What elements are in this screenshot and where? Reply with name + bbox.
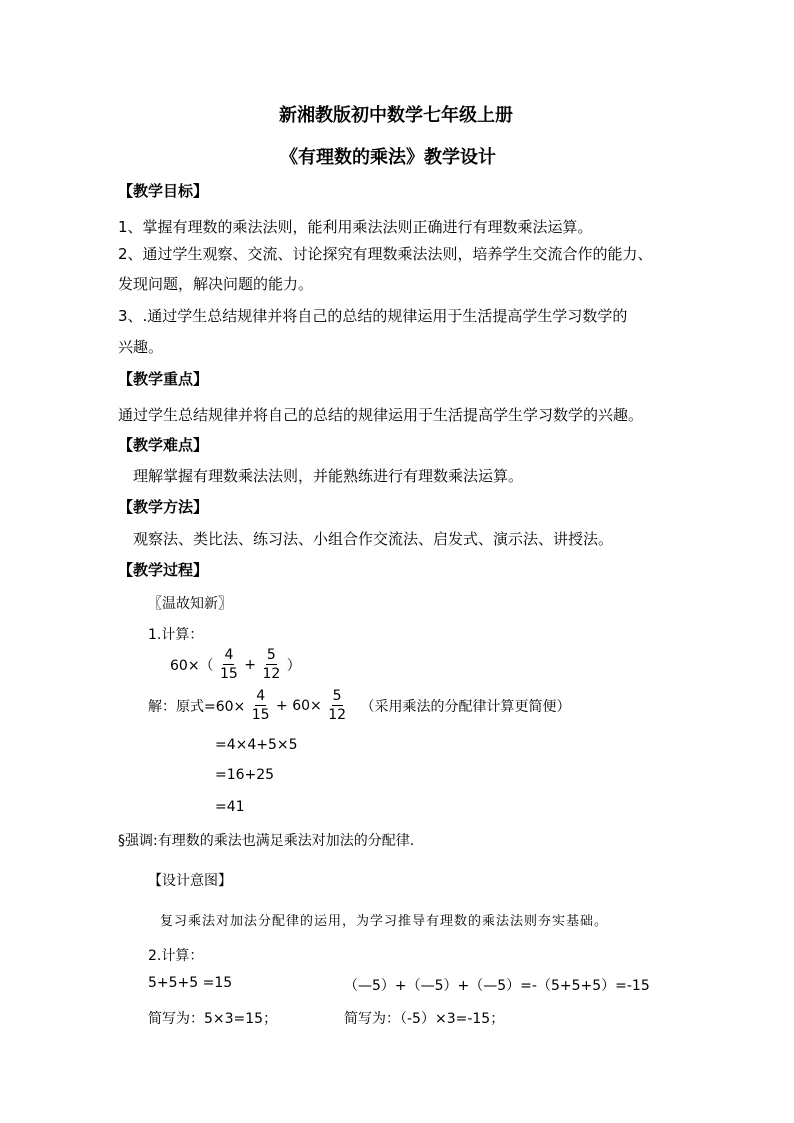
goals-heading: 【教学目标】 (118, 182, 209, 200)
design-intent-label: 【设计意图】 (148, 873, 232, 889)
fraction-numerator: 4 (224, 647, 234, 663)
review-label: 〖温故知新〗 (148, 596, 232, 612)
question-2-right: （—5）+（—5）+（—5）=-（5+5+5）=-15 (344, 978, 650, 994)
fraction-numerator: 4 (256, 688, 266, 704)
methods-text: 观察法、类比法、练习法、小组合作交流法、启发式、演示法、讲授法。 (133, 530, 614, 548)
question-1-expression (170, 648, 301, 681)
methods-heading: 【教学方法】 (118, 498, 209, 516)
solution-step-2: =16+25 (215, 767, 275, 783)
fraction-4-15 (252, 689, 270, 722)
fraction-denominator: 12 (328, 707, 347, 723)
goal-item-3-line1: 3、.通过学生总结规律并将自己的总结的规律运用于生活提高学生学习数学的 (118, 307, 628, 325)
solution-prefix: 解：原式=60× (148, 698, 246, 715)
difficulty-heading: 【教学难点】 (118, 436, 209, 454)
expr-suffix: ） (286, 657, 301, 674)
plus-sign: + (244, 656, 257, 673)
goal-item-2-line2: 发现问题，解决问题的能力。 (118, 275, 314, 293)
fraction-denominator: 15 (251, 707, 270, 723)
design-intent-text: 复习乘法对加法分配律的运用，为学习推导有理数的乘法法则夯实基础。 (160, 914, 609, 929)
fraction-denominator: 12 (262, 666, 281, 682)
expr-prefix: 60×（ (170, 657, 214, 674)
question-2-left: 5+5+5 =15 (148, 975, 233, 991)
fraction-4-15 (220, 648, 238, 681)
question-2-short-right: 简写为：（-5）×3=-15； (344, 1011, 505, 1027)
solution-middle: + 60× (276, 697, 322, 714)
goal-item-1: 1、掌握有理数的乘法法则，能利用乘法法则正确进行有理数乘法运算。 (118, 218, 593, 236)
goal-item-3-line2: 兴趣。 (118, 338, 164, 356)
fraction-numerator: 5 (332, 688, 342, 704)
goal-item-2-line1: 2、通过学生观察、交流、讨论探究有理数乘法法则，培养学生交流合作的能力、 (118, 245, 653, 263)
doc-title-line2: 《有理数的乘法》教学设计 (280, 147, 496, 168)
solution-line (148, 689, 570, 722)
question-1-label: 1.计算： (148, 627, 204, 643)
process-heading: 【教学过程】 (118, 561, 209, 579)
solution-step-3: =41 (215, 799, 245, 815)
doc-title-line1: 新湘教版初中数学七年级上册 (279, 105, 513, 126)
fraction-5-12 (262, 648, 280, 681)
difficulty-text: 理解掌握有理数乘法法则，并能熟练进行有理数乘法运算。 (133, 467, 524, 485)
question-2-short-left: 简写为：5×3=15； (148, 1011, 278, 1027)
fraction-numerator: 5 (266, 647, 276, 663)
solution-note: （采用乘法的分配律计算更简便） (360, 698, 571, 715)
solution-step-1: =4×4+5×5 (215, 737, 298, 753)
question-2-label: 2.计算： (148, 948, 204, 964)
key-text: 通过学生总结规律并将自己的总结的规律运用于生活提高学生学习数学的兴趣。 (118, 406, 644, 424)
fraction-denominator: 15 (220, 666, 238, 682)
key-heading: 【教学重点】 (118, 370, 209, 388)
fraction-5-12 (328, 689, 346, 722)
emphasis-text: §强调:有理数的乘法也满足乘法对加法的分配律. (118, 833, 415, 849)
